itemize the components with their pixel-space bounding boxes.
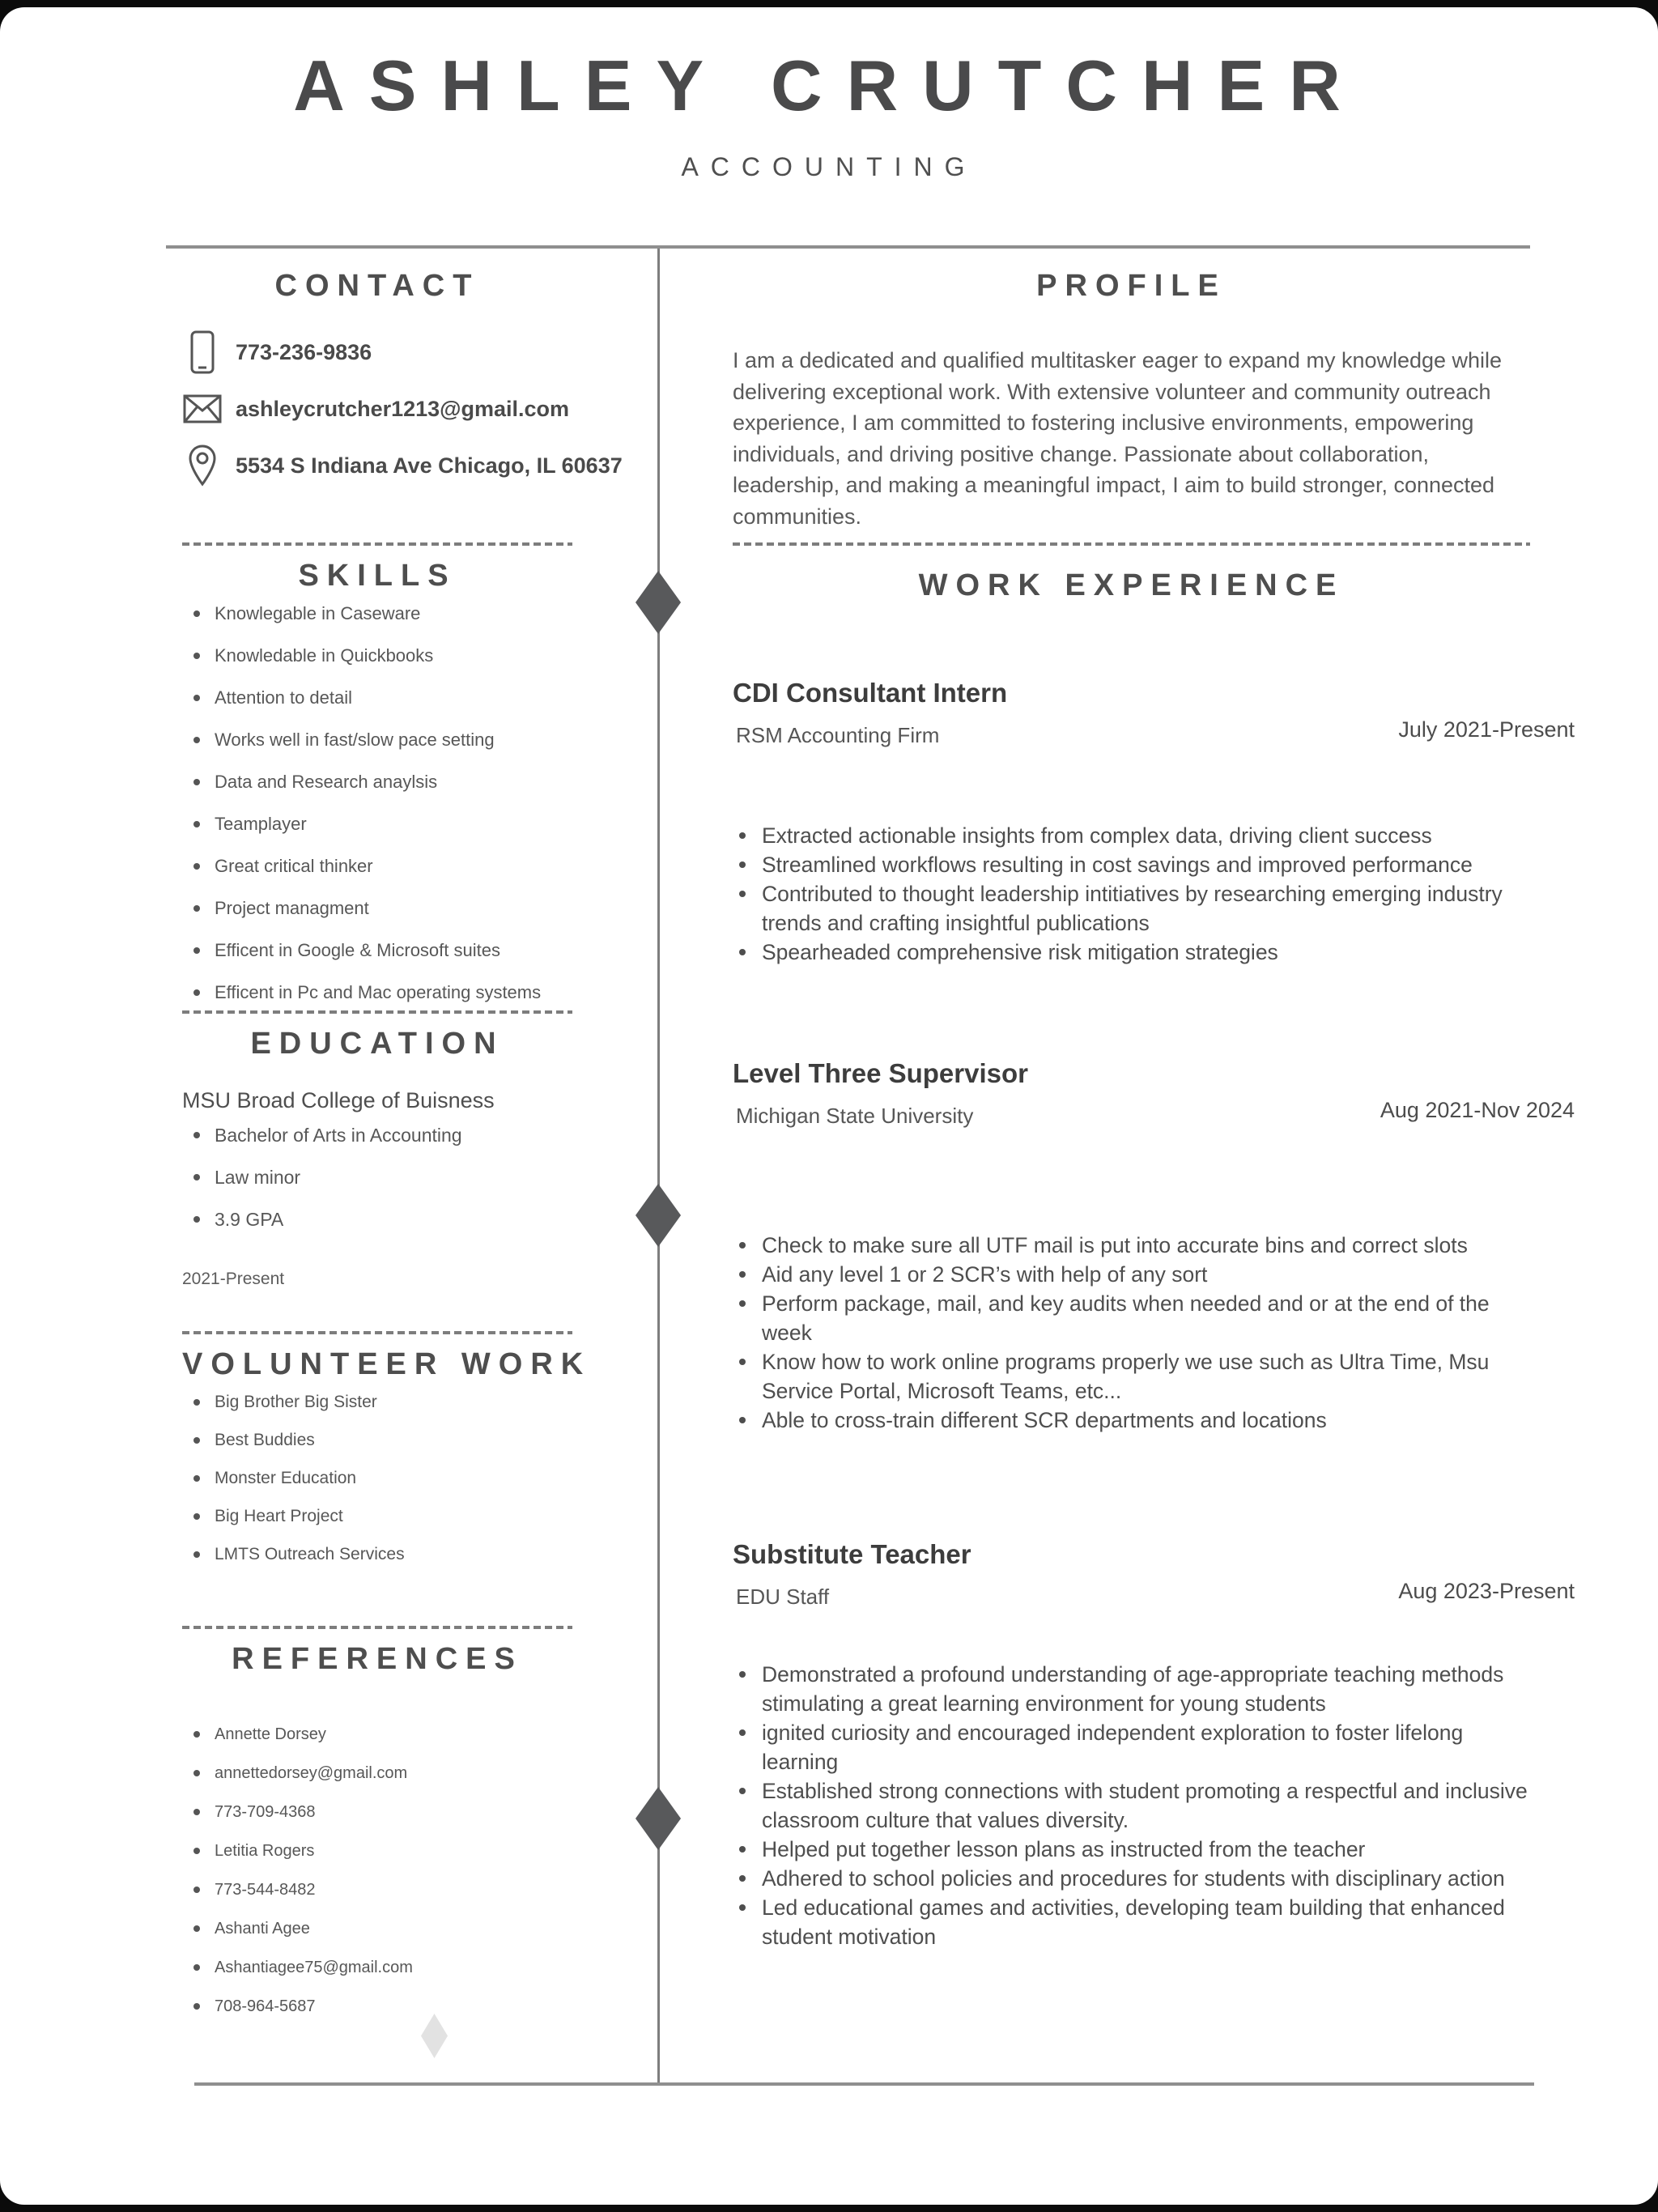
job-bullet: Contributed to thought leadership intitiatives by researching emerging industry trends and crafting insightful publications bbox=[733, 879, 1530, 938]
job-bullet: Adhered to school policies and procedures for students with disciplinary action bbox=[733, 1864, 1530, 1893]
job-entry bbox=[733, 1538, 1575, 1951]
list-item: Efficent in Pc and Mac operating systems bbox=[182, 973, 572, 1012]
street-address: 5534 S Indiana Ave Chicago, IL 60637 bbox=[236, 453, 623, 478]
work-experience-heading: WORK EXPERIENCE bbox=[918, 568, 1345, 602]
job-bullet: ignited curiosity and encouraged independent exploration to foster lifelong learning bbox=[733, 1718, 1530, 1776]
job-bullet: Established strong connections with student promoting a respectful and inclusive classroom culture that values diversity. bbox=[733, 1776, 1530, 1835]
list-item: Bachelor of Arts in Accounting bbox=[182, 1114, 572, 1156]
contact-address-row bbox=[182, 437, 623, 494]
reference-name: Letitia Rogers bbox=[182, 1831, 572, 1870]
reference-groups bbox=[182, 1715, 572, 2026]
location-icon bbox=[182, 444, 223, 487]
job-title: Substitute Teacher bbox=[733, 1539, 971, 1569]
list-item: Law minor bbox=[182, 1156, 572, 1198]
list-item: Big Brother Big Sister bbox=[182, 1383, 572, 1421]
job-bullet: Able to cross-train different SCR departments and locations bbox=[733, 1406, 1530, 1435]
job-bullet-list bbox=[733, 1660, 1530, 1951]
skills-heading: SKILLS bbox=[298, 559, 457, 593]
job-company: EDU Staff bbox=[736, 1585, 830, 1609]
education-list bbox=[182, 1114, 572, 1240]
references-section bbox=[182, 1640, 572, 2026]
job-bullet-list bbox=[733, 1231, 1530, 1435]
contact-rows bbox=[182, 324, 623, 494]
list-item: Great critical thinker bbox=[182, 847, 572, 886]
list-item: Project managment bbox=[182, 889, 572, 928]
list-item: LMTS Outreach Services bbox=[182, 1535, 572, 1573]
list-item: Data and Research anaylsis bbox=[182, 763, 572, 802]
job-bullet: Check to make sure all UTF mail is put into accurate bins and correct slots bbox=[733, 1231, 1530, 1260]
list-item: Teamplayer bbox=[182, 805, 572, 844]
job-bullet: Helped put together lesson plans as instructed from the teacher bbox=[733, 1835, 1530, 1864]
list-item: Monster Education bbox=[182, 1459, 572, 1497]
list-item: Big Heart Project bbox=[182, 1497, 572, 1535]
phone-number: 773-236-9836 bbox=[236, 339, 372, 364]
skills-section bbox=[182, 557, 572, 1015]
candidate-title: ACCOUNTING bbox=[681, 152, 977, 181]
right-column bbox=[733, 0, 1575, 2212]
reference-email: annettedorsey@gmail.com bbox=[182, 1754, 572, 1793]
job-bullet: Perform package, mail, and key audits when needed and or at the end of the week bbox=[733, 1289, 1530, 1347]
profile-text: I am a dedicated and qualified multitasker eager to expand my knowledge while delivering exceptional work. With extensive volunteer and community outreach experience, I am committed to fostering inclusive environments, empowering individuals, and driving positive change. Passionate about collaboration, leadership, and making a meaningful impact, I aim to build stronger, connected communities. bbox=[733, 348, 1503, 529]
reference-phone: 773-544-8482 bbox=[182, 1870, 572, 1909]
reference-entry bbox=[182, 1715, 572, 1831]
candidate-name: ASHLEY CRUTCHER bbox=[293, 45, 1365, 125]
job-bullet: Extracted actionable insights from complex data, driving client success bbox=[733, 821, 1530, 850]
job-company: Michigan State University bbox=[736, 1104, 974, 1128]
list-item: Knowledable in Quickbooks bbox=[182, 636, 572, 675]
profile-heading: PROFILE bbox=[1036, 269, 1226, 303]
job-dates: Aug 2023-Present bbox=[1398, 1579, 1575, 1603]
list-item: Best Buddies bbox=[182, 1421, 572, 1459]
reference-name: Annette Dorsey bbox=[182, 1715, 572, 1754]
references-heading: REFERENCES bbox=[232, 1642, 523, 1676]
job-company: RSM Accounting Firm bbox=[736, 723, 940, 747]
contact-phone-row bbox=[182, 324, 572, 381]
contact-email-row bbox=[182, 381, 572, 437]
education-heading: EDUCATION bbox=[250, 1027, 504, 1061]
list-item: 3.9 GPA bbox=[182, 1198, 572, 1240]
volunteer-section bbox=[182, 1346, 592, 1573]
reference-phone: 708-964-5687 bbox=[182, 1987, 572, 2026]
job-bullet: Streamlined workflows resulting in cost savings and improved performance bbox=[733, 850, 1530, 879]
education-dates: 2021-Present bbox=[182, 1270, 285, 1288]
phone-icon bbox=[182, 330, 223, 375]
skills-list bbox=[182, 594, 572, 1012]
volunteer-list bbox=[182, 1383, 572, 1573]
reference-entry bbox=[182, 1909, 572, 2026]
job-title: Level Three Supervisor bbox=[733, 1058, 1028, 1088]
job-bullet: Led educational games and activities, developing team building that enhanced student motivation bbox=[733, 1893, 1530, 1951]
left-column bbox=[182, 0, 623, 2212]
email-address: ashleycrutcher1213@gmail.com bbox=[236, 396, 570, 421]
contact-heading: CONTACT bbox=[274, 269, 480, 303]
job-bullet: Demonstrated a profound understanding of age-appropriate teaching methods stimulating a great learning environment for young students bbox=[733, 1660, 1530, 1718]
job-entry bbox=[733, 1057, 1575, 1435]
school-name: MSU Broad College of Buisness bbox=[182, 1088, 495, 1112]
volunteer-heading: VOLUNTEER WORK bbox=[182, 1347, 592, 1381]
email-icon bbox=[182, 394, 223, 423]
education-section bbox=[182, 1025, 572, 1289]
reference-entry bbox=[182, 1831, 572, 1909]
list-item: Efficent in Google & Microsoft suites bbox=[182, 931, 572, 970]
job-title: CDI Consultant Intern bbox=[733, 678, 1008, 708]
list-item: Knowlegable in Caseware bbox=[182, 594, 572, 633]
job-bullet: Know how to work online programs properly we use such as Ultra Time, Msu Service Portal, Microsoft Teams, etc... bbox=[733, 1347, 1530, 1406]
reference-phone: 773-709-4368 bbox=[182, 1793, 572, 1831]
list-item: Works well in fast/slow pace setting bbox=[182, 721, 572, 759]
job-bullet-list bbox=[733, 821, 1530, 967]
list-item: Attention to detail bbox=[182, 678, 572, 717]
reference-name: Ashanti Agee bbox=[182, 1909, 572, 1948]
profile-section bbox=[733, 267, 1571, 533]
job-bullet: Aid any level 1 or 2 SCR’s with help of any sort bbox=[733, 1260, 1530, 1289]
reference-email: Ashantiagee75@gmail.com bbox=[182, 1948, 572, 1987]
job-dates: July 2021-Present bbox=[1398, 717, 1575, 742]
contact-section bbox=[182, 267, 623, 494]
job-bullet: Spearheaded comprehensive risk mitigation strategies bbox=[733, 938, 1530, 967]
job-entry bbox=[733, 677, 1575, 967]
work-experience-section bbox=[733, 567, 1571, 604]
job-dates: Aug 2021-Nov 2024 bbox=[1380, 1098, 1575, 1122]
